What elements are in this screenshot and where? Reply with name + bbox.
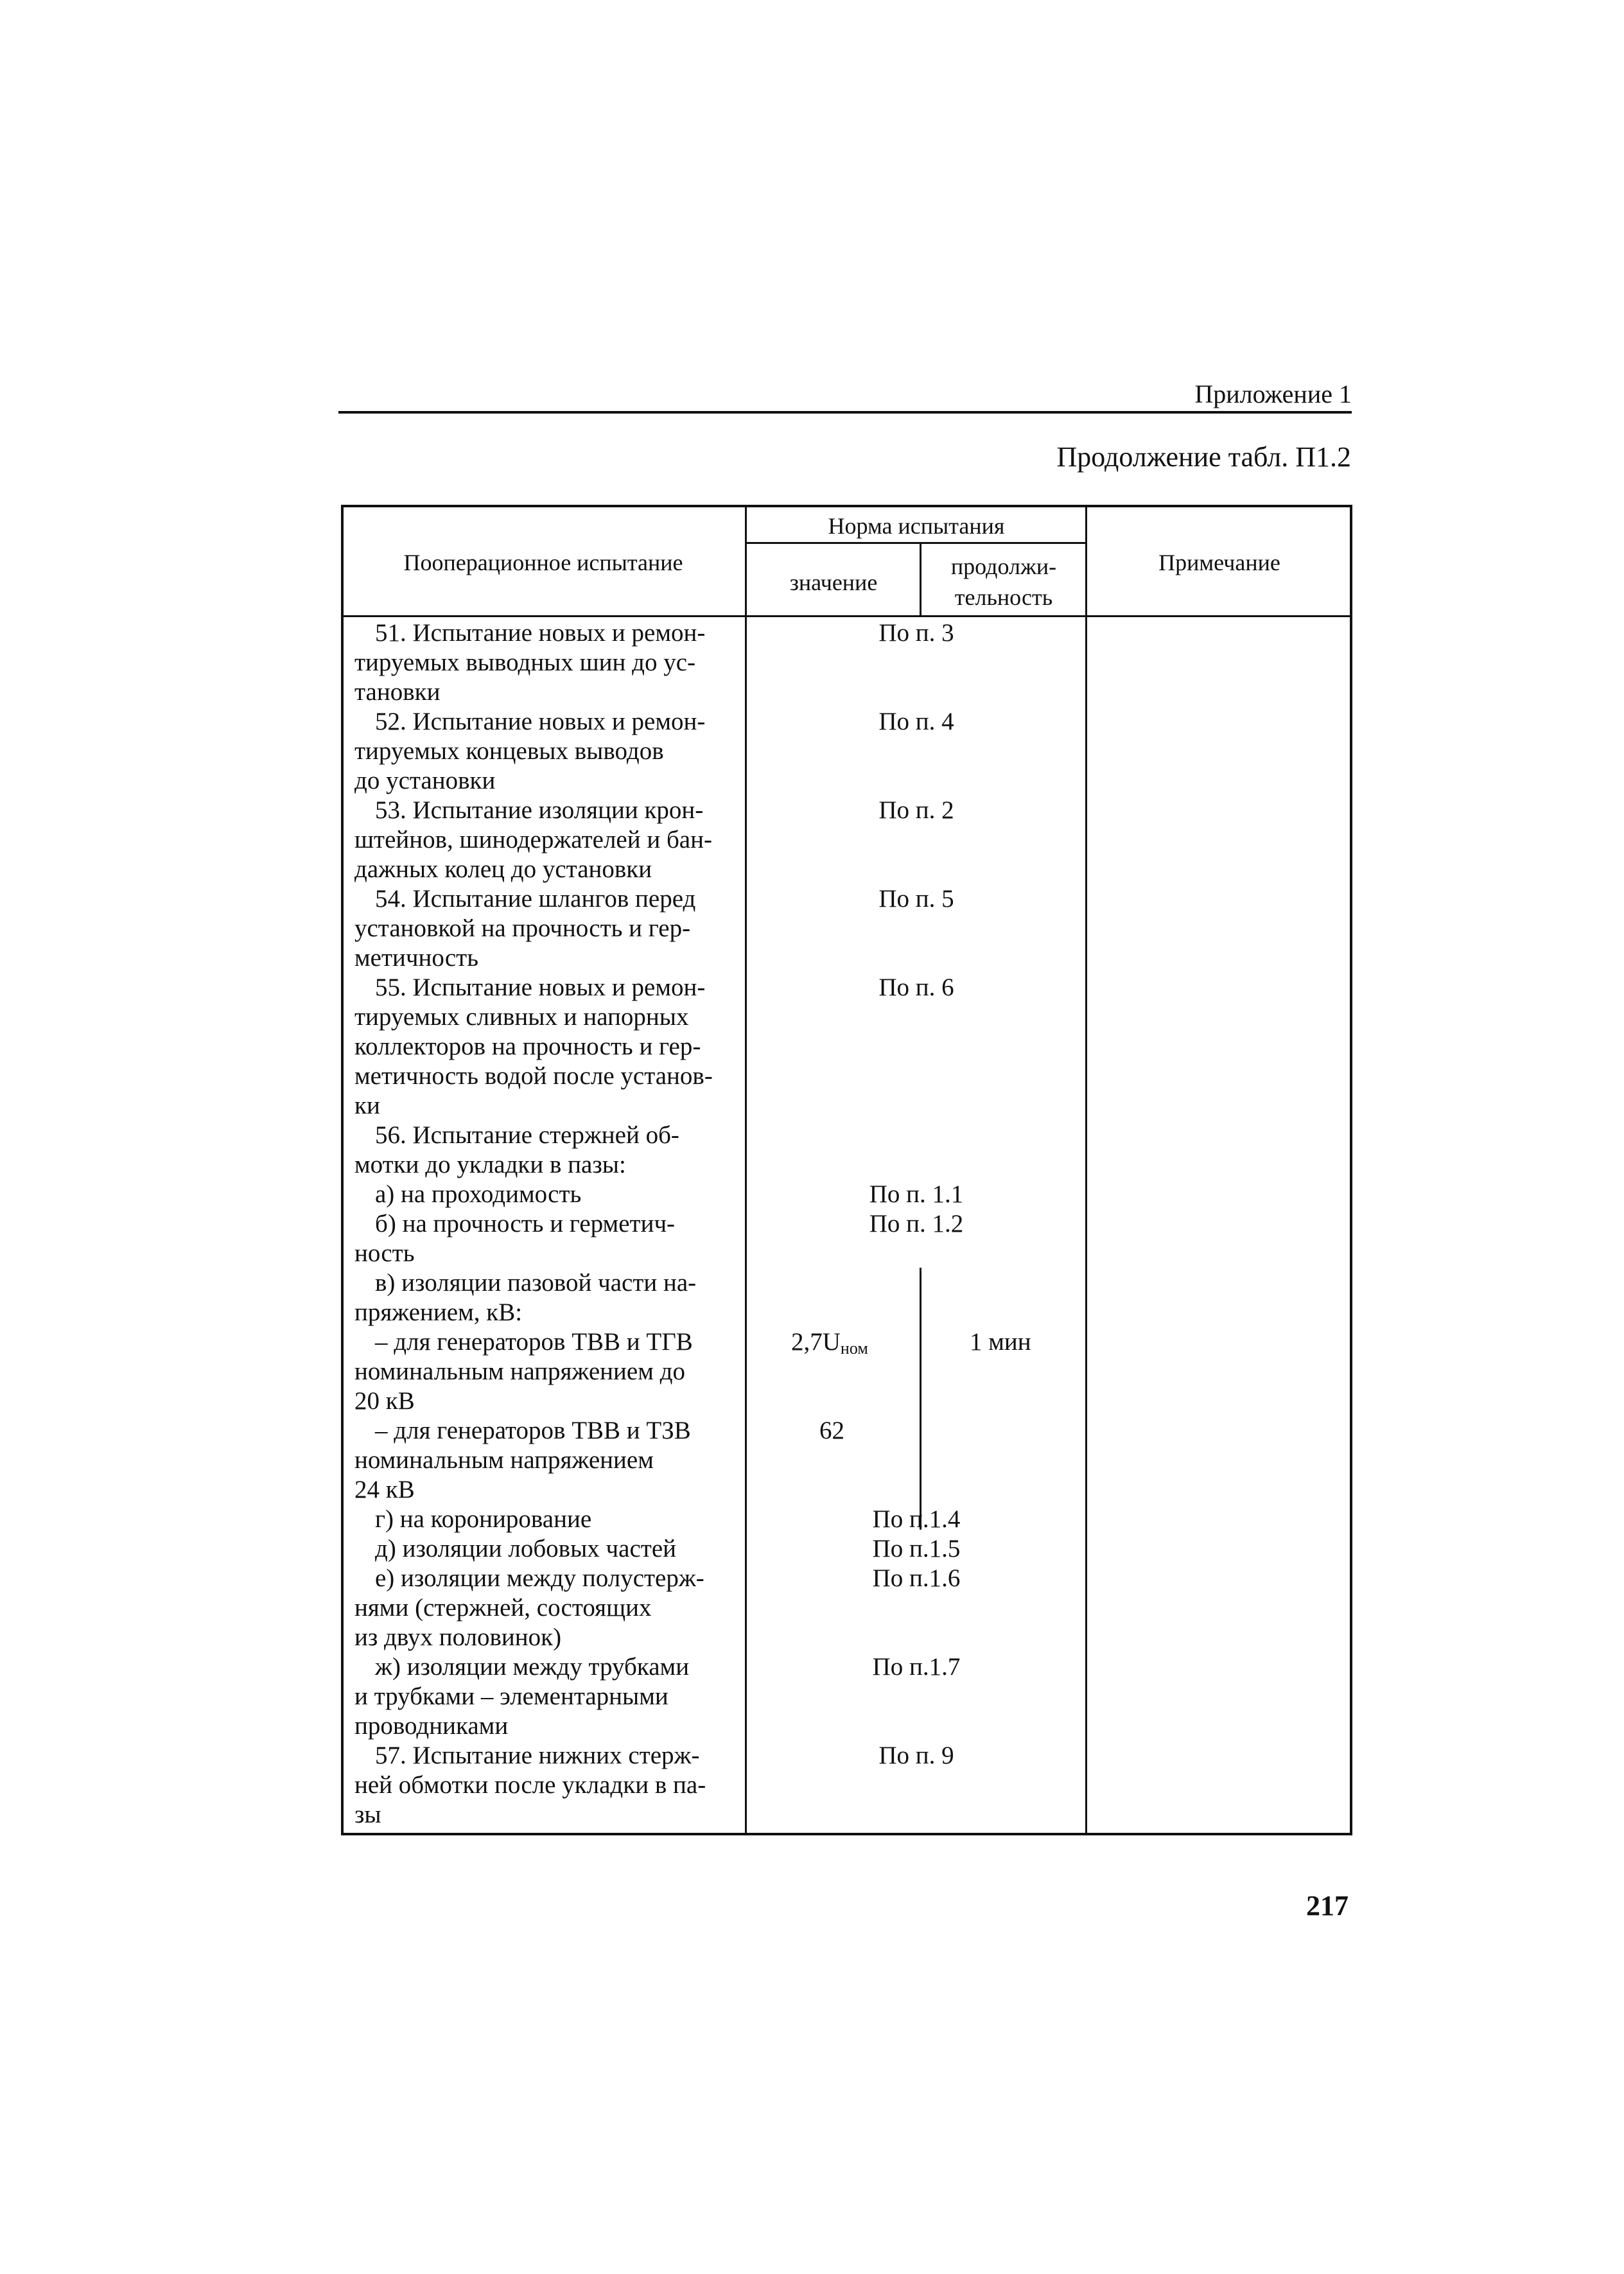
row-54-norm: По п. 5	[878, 885, 954, 913]
header-duration	[922, 551, 1085, 613]
row-56d-text	[354, 1505, 733, 1534]
value-subscript: ном	[840, 1339, 868, 1358]
header-duration-line1: продолжи-	[950, 554, 1057, 579]
header-test: Пооперационное испытание	[403, 550, 683, 575]
row-56f-text	[354, 1564, 733, 1652]
row-line: ней обмотки после укладки в па-	[354, 1771, 706, 1799]
header-note: Примечание	[1158, 550, 1280, 575]
row-51-norm: По п. 3	[878, 619, 954, 647]
row-51-text	[354, 618, 733, 707]
row-56b-text	[354, 1209, 733, 1268]
row-line: а) на проходимость	[375, 1180, 582, 1208]
column-divider-value-duration	[920, 543, 921, 617]
row-line: метичность водой после установ-	[354, 1062, 713, 1090]
row-57-norm: По п. 9	[878, 1742, 954, 1769]
row-line: проводниками	[354, 1712, 509, 1740]
row-line: дажных колец до установки	[354, 855, 652, 883]
row-line: штейнов, шинодержателей и бан-	[354, 826, 712, 853]
row-56-text	[354, 1121, 733, 1180]
row-line: ж) изоляции между трубками	[375, 1653, 690, 1681]
row-55-norm: По п. 6	[878, 974, 954, 1001]
row-line: 24 кВ	[354, 1476, 415, 1503]
row-52-norm: По п. 4	[878, 708, 954, 735]
row-line: 20 кВ	[354, 1387, 415, 1415]
column-divider-note	[1085, 505, 1087, 1835]
row-53-text	[354, 796, 733, 884]
table-caption: Продолжение табл. П1.2	[1056, 441, 1351, 473]
row-line: тановки	[354, 678, 441, 706]
row-line: пряжением, кВ:	[354, 1299, 523, 1326]
row-line: 56. Испытание стержней об-	[375, 1121, 679, 1149]
header-duration-line2: тельность	[954, 584, 1053, 610]
header-norm-rule	[745, 542, 1087, 544]
row-line: и трубками – элементарными	[354, 1683, 668, 1710]
row-line: до установки	[354, 767, 496, 794]
row-line: из двух половинок)	[354, 1623, 562, 1651]
row-line: тируемых концевых выводов	[354, 737, 664, 765]
row-55-text	[354, 973, 733, 1121]
value-main: 2,7U	[791, 1328, 841, 1356]
row-line: 57. Испытание нижних стерж-	[375, 1742, 700, 1769]
row-line: 55. Испытание новых и ремон-	[375, 974, 706, 1001]
header-value: значение	[789, 570, 878, 595]
row-line: номинальным напряжением до	[354, 1358, 685, 1385]
row-56b-norm: По п. 1.2	[869, 1210, 964, 1238]
row-line: 53. Испытание изоляции крон-	[375, 796, 704, 824]
row-line: тируемых сливных и напорных	[354, 1003, 689, 1031]
row-line: 54. Испытание шлангов перед	[375, 885, 696, 913]
row-line: зы	[354, 1801, 381, 1828]
row-56g-text	[354, 1652, 733, 1741]
row-line: – для генераторов ТВВ и ТГВ	[375, 1328, 693, 1356]
row-line: тируемых выводных шин до ус-	[354, 649, 696, 676]
row-line: д) изоляции лобовых частей	[375, 1535, 677, 1562]
row-53-norm: По п. 2	[878, 796, 954, 824]
row-56c2-value: 62	[819, 1417, 844, 1444]
row-57-text	[354, 1741, 733, 1830]
row-56c1-duration: 1 мин	[970, 1328, 1031, 1356]
row-line: мотки до укладки в пазы:	[354, 1151, 626, 1178]
header-bottom-rule	[341, 615, 1352, 617]
running-head-text: Приложение 1	[1194, 380, 1352, 408]
row-56c1-text	[354, 1327, 733, 1416]
header-norm: Норма испытания	[828, 513, 1005, 539]
brace-line-56c	[920, 1268, 921, 1530]
row-line: г) на коронирование	[375, 1505, 592, 1533]
row-line: б) на прочность и герметич-	[375, 1210, 676, 1238]
row-56e-norm: По п.1.5	[872, 1535, 961, 1562]
row-line: коллекторов на прочность и гер-	[354, 1033, 701, 1060]
row-line: 51. Испытание новых и ремон-	[375, 619, 706, 647]
row-56a-norm: По п. 1.1	[869, 1180, 964, 1208]
row-52-text	[354, 707, 733, 796]
row-line: – для генераторов ТВВ и ТЗВ	[375, 1417, 691, 1444]
row-line: нями (стержней, состоящих	[354, 1594, 652, 1622]
row-54-text	[354, 884, 733, 973]
row-line: ки	[354, 1092, 380, 1119]
page-number: 217	[1306, 1890, 1349, 1921]
row-line: 52. Испытание новых и ремон-	[375, 708, 706, 735]
row-line: е) изоляции между полустерж-	[375, 1564, 704, 1592]
row-56c-text	[354, 1268, 733, 1327]
row-56d-norm: По п.1.4	[872, 1505, 961, 1533]
row-line: установкой на прочность и гер-	[354, 914, 691, 942]
row-56f-norm: По п.1.6	[872, 1564, 961, 1592]
row-56g-norm: По п.1.7	[872, 1653, 961, 1681]
row-line: ность	[354, 1239, 415, 1267]
running-head	[338, 378, 1352, 414]
column-divider-test	[745, 505, 747, 1835]
row-56c2-text	[354, 1416, 733, 1505]
row-56e-text	[354, 1534, 733, 1564]
row-56a-text	[354, 1180, 733, 1209]
row-line: номинальным напряжением	[354, 1446, 654, 1474]
row-line: в) изоляции пазовой части на-	[375, 1269, 697, 1297]
row-56c1-value	[791, 1327, 868, 1363]
row-line: метичность	[354, 944, 479, 972]
